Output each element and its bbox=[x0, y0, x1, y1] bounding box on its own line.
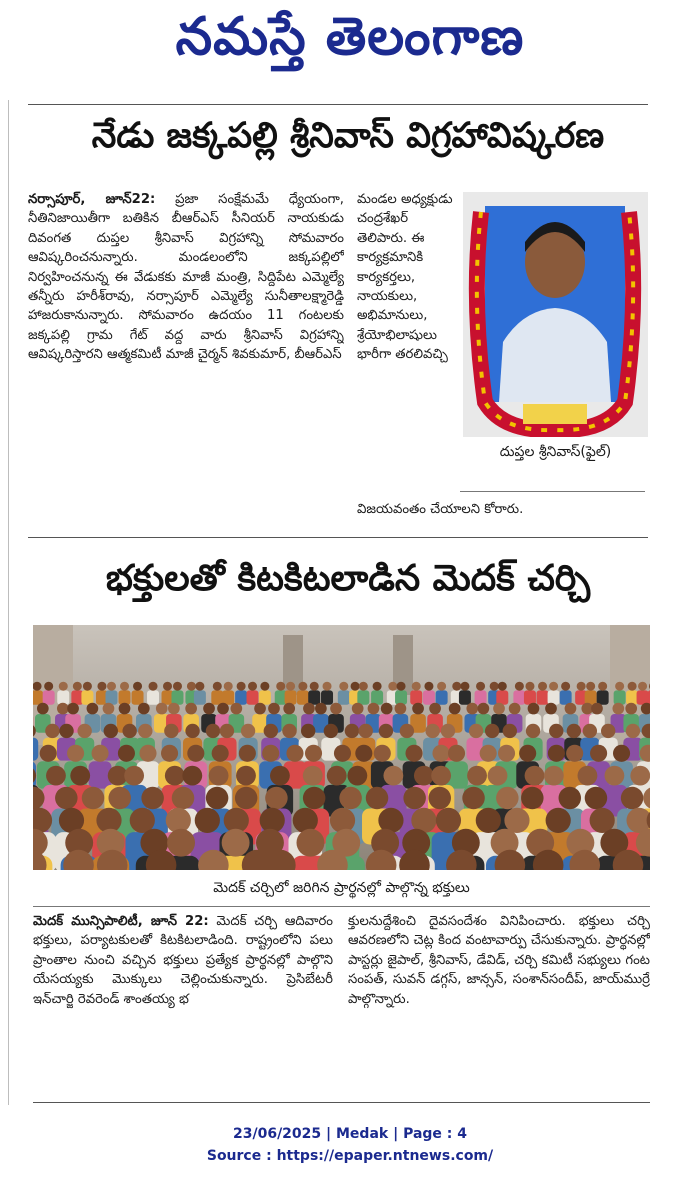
crowd-person-body bbox=[475, 690, 487, 704]
crowd-illustration bbox=[33, 625, 650, 870]
story1-portrait-photo bbox=[463, 192, 648, 437]
crowd-person-head bbox=[310, 682, 319, 691]
crowd-person-head bbox=[496, 787, 519, 810]
crowd-person-head bbox=[334, 745, 351, 762]
left-margin-rule bbox=[8, 100, 9, 1105]
crowd-person-head bbox=[374, 745, 391, 762]
crowd-person-body bbox=[357, 690, 369, 704]
crowd-person-head bbox=[237, 682, 246, 691]
story2-dateline: మెదక్ మున్సిపాలిటీ, జూన్ 22: bbox=[33, 914, 209, 929]
crowd-person-head bbox=[388, 682, 397, 691]
crowd-person-head bbox=[139, 745, 156, 762]
crowd-person-head bbox=[73, 682, 82, 691]
crowd-person-head bbox=[561, 682, 570, 691]
crowd-person-head bbox=[213, 682, 222, 691]
crowd-person-head bbox=[45, 724, 59, 738]
crowd-person-head bbox=[248, 682, 257, 691]
crowd-person-body bbox=[338, 690, 350, 704]
crowd-person-body bbox=[147, 690, 159, 704]
crowd-person-body bbox=[597, 690, 609, 704]
crowd-person-head bbox=[59, 682, 68, 691]
portrait-illustration bbox=[463, 192, 648, 437]
crowd-person-head bbox=[436, 808, 461, 833]
crowd-person-body bbox=[308, 690, 320, 704]
crowd-person-head bbox=[577, 682, 586, 691]
footer-source: Source : https://epaper.ntnews.com/ bbox=[206, 1148, 494, 1164]
crowd-person-head bbox=[519, 745, 536, 762]
crowd-person-body bbox=[297, 690, 309, 704]
crowd-person-head bbox=[254, 703, 266, 715]
crowd-person-head bbox=[449, 703, 461, 715]
crowd-person-head bbox=[167, 829, 195, 857]
crowd-person-head bbox=[383, 766, 403, 786]
crowd-person-head bbox=[156, 703, 168, 715]
crowd-person-head bbox=[286, 682, 295, 691]
crowd-person-head bbox=[315, 703, 327, 715]
crowd-person-head bbox=[187, 682, 196, 691]
crowd-person-head bbox=[339, 787, 362, 810]
story2-column-2: క్తులనుద్దేశించి దైవసందేశం వినిపించారు. భక్తులు చర్చి ఆవరణలోని చెట్ల కింద వంటావార్పు చేసుకున్నారు. ప్రార్థనల్లో పాస్టర్లు జైపాల్, శ్రీనివాస్, డేవిడ్, చర్చి కమిటీ సభ్యులు గంట సంపత్, సువన్ డగ్గస్, జాన్సన్, సంశాన్‌సందీప్, జాయ్‌ముర్రే పాల్గొన్నారు. bbox=[348, 914, 650, 1007]
crowd-person-head bbox=[330, 808, 355, 833]
crowd-person-head bbox=[119, 703, 131, 715]
crowd-person-head bbox=[485, 724, 499, 738]
story2-column-1 bbox=[33, 912, 333, 1097]
crowd-person-head bbox=[262, 745, 279, 762]
crowd-person-head bbox=[397, 682, 406, 691]
crowd-person-head bbox=[124, 766, 144, 786]
crowd-person-body bbox=[436, 690, 448, 704]
crowd-person-head bbox=[625, 703, 637, 715]
crowd-person-head bbox=[163, 682, 172, 691]
crowd-person-head bbox=[164, 724, 178, 738]
crowd-person-body bbox=[285, 690, 297, 704]
crowd-person-body bbox=[247, 690, 259, 704]
crowd-person-head bbox=[203, 703, 215, 715]
crowd-person-head bbox=[630, 766, 650, 786]
crowd-person-head bbox=[585, 787, 608, 810]
crowd-person-head bbox=[586, 682, 595, 691]
crowd-person-head bbox=[92, 745, 109, 762]
crowd-person-head bbox=[187, 745, 204, 762]
story1-column-1 bbox=[28, 190, 344, 520]
crowd-person-head bbox=[462, 787, 485, 810]
crowd-person-head bbox=[104, 724, 118, 738]
crowd-person-head bbox=[40, 745, 57, 762]
crowd-person-head bbox=[578, 766, 598, 786]
crowd-person-body bbox=[647, 690, 650, 704]
crowd-person-body bbox=[585, 690, 597, 704]
crowd-person-body bbox=[43, 690, 55, 704]
crowd-person-head bbox=[286, 745, 303, 762]
crowd-person-head bbox=[260, 682, 269, 691]
crowd-person-head bbox=[282, 724, 296, 738]
crowd-person-body bbox=[395, 690, 407, 704]
crowd-person-head bbox=[283, 703, 295, 715]
crowd-person-body bbox=[33, 690, 43, 704]
crowd-person-head bbox=[345, 724, 359, 738]
crowd-person-head bbox=[87, 703, 99, 715]
story2-church-crowd-photo bbox=[33, 625, 650, 870]
crowd-person-head bbox=[224, 682, 233, 691]
crowd-person-head bbox=[270, 766, 290, 786]
crowd-person-head bbox=[403, 787, 426, 810]
crowd-person-head bbox=[590, 745, 607, 762]
crowd-person-head bbox=[67, 703, 79, 715]
masthead: నమస్తే తెలంగాణ bbox=[175, 6, 525, 67]
crowd-person-head bbox=[359, 724, 373, 738]
crowd-person-head bbox=[359, 682, 368, 691]
crowd-person-head bbox=[303, 787, 326, 810]
crowd-person-head bbox=[352, 703, 364, 715]
crowd-person-body bbox=[81, 690, 93, 704]
crowd-person-head bbox=[493, 703, 505, 715]
crowd-person-head bbox=[182, 766, 202, 786]
crowd-person-body bbox=[513, 690, 525, 704]
bottom-rule bbox=[33, 1102, 650, 1103]
crowd-person-head bbox=[57, 703, 69, 715]
crowd-person-head bbox=[355, 745, 372, 762]
crowd-person-head bbox=[276, 682, 285, 691]
crowd-person-head bbox=[379, 724, 393, 738]
crowd-person-head bbox=[209, 766, 229, 786]
crowd-person-head bbox=[235, 787, 258, 810]
crowd-person-head bbox=[212, 745, 229, 762]
crowd-person-head bbox=[368, 703, 380, 715]
crowd-person-head bbox=[526, 724, 540, 738]
crowd-person-head bbox=[323, 682, 332, 691]
crowd-person-head bbox=[559, 787, 582, 810]
crowd-person-head bbox=[612, 703, 624, 715]
crowd-person-head bbox=[498, 745, 515, 762]
crowd-person-body bbox=[222, 690, 234, 704]
crowd-person-head bbox=[498, 682, 507, 691]
crowd-person-head bbox=[598, 682, 607, 691]
crowd-person-head bbox=[120, 682, 129, 691]
crowd-person-body bbox=[57, 690, 69, 704]
crowd-person-head bbox=[327, 766, 347, 786]
crowd-person-head bbox=[428, 787, 451, 810]
crowd-person-head bbox=[548, 745, 565, 762]
crowd-person-head bbox=[429, 703, 441, 715]
crowd-person-head bbox=[412, 682, 421, 691]
crowd-person-head bbox=[297, 829, 325, 857]
crowd-person-head bbox=[626, 724, 640, 738]
crowd-person-head bbox=[591, 703, 603, 715]
crowd-person-head bbox=[122, 724, 136, 738]
crowd-person-head bbox=[351, 682, 360, 691]
crowd-person-head bbox=[165, 766, 185, 786]
crowd-person-head bbox=[605, 766, 625, 786]
crowd-person-head bbox=[149, 682, 158, 691]
crowd-person-head bbox=[265, 787, 288, 810]
crowd-person-body bbox=[423, 690, 435, 704]
crowd-person-head bbox=[303, 703, 315, 715]
crowd-person-head bbox=[298, 682, 307, 691]
crowd-person-head bbox=[583, 724, 597, 738]
crowd-person-head bbox=[490, 682, 499, 691]
crowd-person-head bbox=[613, 745, 630, 762]
crowd-person-body bbox=[259, 690, 271, 704]
crowd-person-head bbox=[601, 724, 615, 738]
crowd-person-body bbox=[524, 690, 536, 704]
crowd-person-head bbox=[185, 703, 197, 715]
crowd-person-head bbox=[448, 745, 465, 762]
crowd-person-head bbox=[83, 682, 92, 691]
story2-col1-text: మెదక్ చర్చి ఆదివారం భక్తులు, పర్యాటకులతో కిటకిటలాడింది. రాష్ట్రంలోని పలు ప్రాంతాల నుంచి వచ్చిన భక్తులు ప్రత్యేక ప్రార్థనల్లో పాల్గొని యేసయ్యకు మొక్కులు చెల్లించుకున్నారు. ప్రెసిబేటరీ ఇన్‌చార్జి రెవరెండ్ శాంతయ్య భ bbox=[33, 914, 333, 1007]
crowd-person-head bbox=[395, 703, 407, 715]
crowd-person-head bbox=[293, 808, 318, 833]
crowd-person-head bbox=[268, 703, 280, 715]
crowd-person-body bbox=[410, 690, 422, 704]
crowd-person-head bbox=[381, 703, 393, 715]
crowd-person-head bbox=[303, 766, 323, 786]
crowd-person-head bbox=[239, 745, 256, 762]
crowd-person-head bbox=[37, 703, 49, 715]
story-divider bbox=[28, 537, 648, 538]
crowd-person-head bbox=[503, 724, 517, 738]
story1-column-2: మండల అధ్యక్షుడు చంద్రశేఖర్ తెలిపారు. ఈ కార్యక్రమానికి కార్యకర్తలు, నాయకులు, అభిమానులు, శ్రేయోభిలాషులు భారీగా తరలివచ్చి bbox=[357, 192, 453, 363]
crowd-person-body bbox=[106, 690, 118, 704]
crowd-person-body bbox=[496, 690, 508, 704]
crowd-person-head bbox=[366, 787, 389, 810]
crowd-person-head bbox=[236, 766, 256, 786]
crowd-person-head bbox=[373, 682, 382, 691]
crowd-person-body bbox=[459, 690, 471, 704]
crowd-person-head bbox=[103, 703, 115, 715]
crowd-person-head bbox=[301, 724, 315, 738]
crowd-person-head bbox=[195, 808, 220, 833]
crowd-person-head bbox=[466, 703, 478, 715]
crowd-person-head bbox=[67, 745, 84, 762]
crowd-person-head bbox=[70, 766, 90, 786]
crowd-person-head bbox=[565, 703, 577, 715]
crowd-person-head bbox=[172, 787, 195, 810]
crowd-person-head bbox=[138, 724, 152, 738]
crowd-person-head bbox=[405, 745, 422, 762]
crowd-person-head bbox=[615, 682, 624, 691]
crowd-person-body bbox=[626, 690, 638, 704]
crowd-person-head bbox=[488, 766, 508, 786]
crowd-person-body bbox=[548, 690, 560, 704]
crowd-person-body bbox=[321, 690, 333, 704]
crowd-person-head bbox=[107, 682, 116, 691]
crowd-person-head bbox=[549, 724, 563, 738]
story1-photo-caption: దుప్తల శ్రీనివాస్(ఫైల్) bbox=[499, 444, 612, 460]
crowd-person-head bbox=[412, 703, 424, 715]
crowd-person-head bbox=[424, 682, 433, 691]
crowd-person-body bbox=[33, 738, 38, 761]
crowd-person-head bbox=[467, 766, 487, 786]
crowd-person-head bbox=[400, 724, 414, 738]
crowd-person-head bbox=[230, 703, 242, 715]
crowd-person-body bbox=[371, 690, 383, 704]
crowd-person-head bbox=[138, 703, 150, 715]
crowd-person-head bbox=[82, 787, 105, 810]
crowd-person-head bbox=[544, 766, 564, 786]
crowd-person-body bbox=[637, 690, 649, 704]
footer-date-edition: 23/06/2025 | Medak | Page : 4 bbox=[232, 1126, 468, 1142]
top-rule bbox=[28, 104, 648, 105]
crowd-person-head bbox=[305, 745, 322, 762]
crowd-person-head bbox=[546, 808, 571, 833]
crowd-person-head bbox=[55, 787, 78, 810]
crowd-person-head bbox=[168, 703, 180, 715]
crowd-person-head bbox=[324, 724, 338, 738]
crowd-person-head bbox=[339, 682, 348, 691]
crowd-person-head bbox=[437, 682, 446, 691]
crowd-person-body bbox=[614, 690, 626, 704]
crowd-person-head bbox=[108, 787, 131, 810]
crowd-person-head bbox=[425, 724, 439, 738]
crowd-person-head bbox=[478, 703, 490, 715]
crowd-person-head bbox=[431, 766, 451, 786]
story1-col2-tail: విజయవంతం చేయాలని కోరారు. bbox=[357, 502, 524, 517]
crowd-person-head bbox=[621, 787, 644, 810]
story1-dateline: నర్సాపూర్, జూన్22: bbox=[28, 192, 156, 207]
crowd-person-head bbox=[59, 724, 73, 738]
crowd-person-body bbox=[537, 690, 549, 704]
crowd-person-head bbox=[525, 766, 545, 786]
crowd-person-head bbox=[241, 724, 255, 738]
crowd-person-head bbox=[538, 682, 547, 691]
crowd-person-body bbox=[194, 690, 206, 704]
crowd-person-head bbox=[567, 724, 581, 738]
crowd-person-head bbox=[469, 724, 483, 738]
story1-headline: నేడు జక్కపల్లి శ్రీనివాస్ విగ్రహావిష్కరణ bbox=[91, 116, 605, 156]
crowd-person-head bbox=[549, 682, 558, 691]
crowd-person-head bbox=[525, 682, 534, 691]
crowd-person-head bbox=[264, 724, 278, 738]
crowd-person-head bbox=[46, 766, 66, 786]
crowd-person-head bbox=[44, 682, 53, 691]
crowd-person-head bbox=[528, 703, 540, 715]
crowd-person-head bbox=[628, 682, 637, 691]
crowd-person-head bbox=[566, 745, 583, 762]
story1-col1-text: ప్రజా సంక్షేమమే ధ్యేయంగా, నీతినిజాయితీగా బతికిన బీఆర్ఎస్ సీనియర్ నాయకుడు దివంగత దుప్తల శ్రీనివాస్ విగ్రహాన్ని సోమవారం ఆవిష్కరించనున్నారు. మండలంలోని జక్కపల్లిలో నిర్వహించనున్న ఈ వేడుకకు మాజీ మంత్రి, సిద్దిపేట ఎమ్మెల్యే తన్నీరు హరీశ్‌రావు, నర్సాపూర్ ఎమ్మెల్యే సునీతాలక్ష్మారెడ్డి హాజరుకానున్నారు. సోమవారం ఉదయం 11 గంటలకు జక్కపల్లి గ్రామ గేట్ వద్ద వారు శ్రీనివాస్ విగ్రహాన్ని ఆవిష్కరిస్తారని ఆత్మకమిటీ మాజీ చైర్మన్ శివకుమార్, బీఆర్ఎస్ bbox=[28, 192, 344, 363]
crowd-person-head bbox=[347, 766, 367, 786]
crowd-person-head bbox=[460, 682, 469, 691]
crowd-person-body bbox=[132, 690, 144, 704]
crowd-person-head bbox=[77, 724, 91, 738]
crowd-person-body bbox=[235, 690, 247, 704]
crowd-person-body bbox=[211, 690, 223, 704]
crowd-person-head bbox=[638, 682, 647, 691]
crowd-person-head bbox=[515, 682, 524, 691]
crowd-person-body bbox=[119, 690, 131, 704]
crowd-person-head bbox=[206, 724, 220, 738]
crowd-person-head bbox=[476, 808, 501, 833]
crowd-person-head bbox=[222, 829, 250, 857]
story2-headline: భక్తులతో కిటకిటలాడిన మెదక్ చర్చి bbox=[105, 558, 591, 599]
story2-photo-caption: మెదక్ చర్చిలో జరిగిన ప్రార్థనల్లో పాల్గొన్న భక్తులు bbox=[213, 880, 470, 896]
crowd-person-head bbox=[173, 682, 182, 691]
crowd-person-head bbox=[195, 682, 204, 691]
crowd-person-head bbox=[206, 787, 229, 810]
crowd-person-head bbox=[161, 745, 178, 762]
crowd-person-head bbox=[476, 682, 485, 691]
photo-caption-rule bbox=[33, 906, 650, 907]
crowd-person-head bbox=[509, 703, 521, 715]
crowd-person-body bbox=[560, 690, 572, 704]
crowd-person-head bbox=[441, 724, 455, 738]
crowd-person-body bbox=[171, 690, 183, 704]
crowd-person-head bbox=[133, 682, 142, 691]
crowd-person-head bbox=[432, 745, 449, 762]
crowd-person-head bbox=[452, 682, 461, 691]
crowd-person-head bbox=[97, 682, 106, 691]
crowd-person-head bbox=[220, 724, 234, 738]
caption-rule bbox=[460, 491, 645, 492]
crowd-person-head bbox=[504, 808, 529, 833]
crowd-person-head bbox=[480, 745, 497, 762]
crowd-person-head bbox=[545, 703, 557, 715]
crowd-person-head bbox=[185, 724, 199, 738]
crowd-person-head bbox=[414, 766, 434, 786]
crowd-person-head bbox=[217, 703, 229, 715]
crowd-person-head bbox=[118, 745, 135, 762]
crowd-person-head bbox=[141, 787, 164, 810]
crowd-person-head bbox=[521, 787, 544, 810]
crowd-person-head bbox=[330, 703, 342, 715]
